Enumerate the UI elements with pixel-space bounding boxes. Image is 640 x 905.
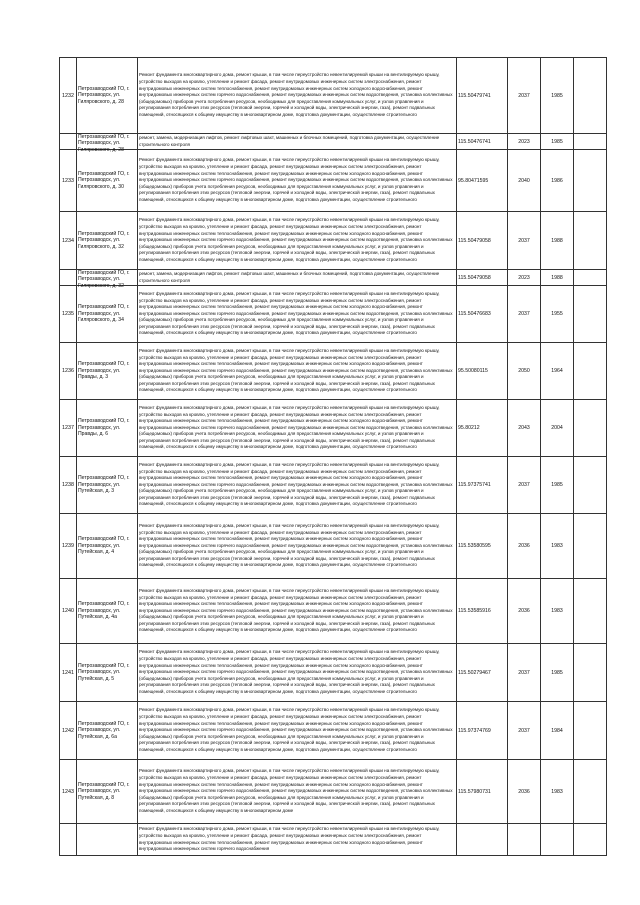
address-cell xyxy=(77,760,138,824)
build-year-cell xyxy=(541,212,574,270)
planned-year-cell-text: 2023 xyxy=(518,138,530,145)
table-row xyxy=(60,343,607,400)
planned-year-cell xyxy=(508,58,541,134)
work-description-cell-text: ремонт, замена, модернизация лифтов, ремонт лифтовых шахт, машинных и блочных помещений, подготовка документации, осуществление строительного контроля xyxy=(139,134,440,147)
build-year-cell xyxy=(541,644,574,702)
work-description-cell-text: Ремонт фундамента многоквартирного дома, ремонт крыши, в том числе переустройство невентилируемой крыши на вентилируемую крышу, устройство выходов на кровлю, утепление и ремонт фасада, ремонт внутридомовых инженерных систем электроснабжения, ремонт внутридомовых инженерных систем теплоснабжения, ремонт внутридомовых инженерных систем холодного водоснабжения, ремонт внутридомовых инженерных систем горячего водоснабжения, ремонт внутридомовых инженерных систем водоотведения, установка коллективных (общедомовых) приборов учета потребления ресурсов, необходимых для предоставления коммунальных услуг, и узлов управления и регулирования потребления этих ресурсов (тепловой энергии, горячей и холодной воды, электрической энергии, газа), ремонт подвальных помещений, относящихся к общему имуществу в многоквартирном доме, подготовка документации, осуществление строительного xyxy=(139,707,453,752)
work-description-cell-text: Ремонт фундамента многоквартирного дома, ремонт крыши, в том числе переустройство невентилируемой крыши на вентилируемую крышу, устройство выходов на кровлю, утепление и ремонт фасада, ремонт внутридомовых инженерных систем электроснабжения, ремонт внутридомовых инженерных систем теплоснабжения, ремонт внутридомовых инженерных систем холодного водоснабжения, ремонт внутридомовых инженерных систем горячего водоснабжения, ремонт внутридомовых инженерных систем водоотведения, установка коллективных (общедомовых) приборов учета потребления ресурсов, необходимых для предоставления коммунальных услуг, и узлов управления и регулирования потребления этих ресурсов (тепловой энергии, горячей и холодной воды, электрической энергии, газа), ремонт подвальных помещений, относящихся к общему имуществу в многоквартирном доме, подготовка документации, осуществление строительного xyxy=(139,290,453,336)
code-cell-text: 115.50476741 xyxy=(458,138,491,145)
code-cell-text: 115.50476683 xyxy=(458,311,491,317)
build-year-cell xyxy=(541,150,574,212)
planned-year-cell xyxy=(508,824,541,856)
build-year-cell-text: 1985 xyxy=(551,138,563,145)
code-cell xyxy=(457,270,508,286)
planned-year-cell-text: 2037 xyxy=(518,237,530,244)
code-cell-text: 115.53580595 xyxy=(458,543,491,549)
planned-year-cell xyxy=(508,514,541,579)
code-cell xyxy=(457,760,508,824)
build-year-cell xyxy=(541,824,574,856)
work-description-cell xyxy=(138,58,457,134)
planned-year-cell-text: 2037 xyxy=(518,92,530,99)
code-cell xyxy=(457,212,508,270)
repair-program-table xyxy=(59,57,607,856)
address-cell xyxy=(77,150,138,212)
planned-year-cell xyxy=(508,457,541,514)
empty-cell xyxy=(574,702,607,760)
row-number-cell xyxy=(60,58,77,134)
empty-cell xyxy=(574,514,607,579)
address-cell-text: Петрозаводский ГО, г. Петрозаводск, ул. Гиляровского, д. 28 xyxy=(78,85,130,105)
build-year-cell xyxy=(541,134,574,150)
empty-cell xyxy=(574,579,607,644)
build-year-cell xyxy=(541,514,574,579)
build-year-cell xyxy=(541,457,574,514)
address-cell xyxy=(77,644,138,702)
planned-year-cell xyxy=(508,270,541,286)
code-cell xyxy=(457,702,508,760)
build-year-cell-text: 1984 xyxy=(551,727,563,734)
address-cell xyxy=(77,134,138,153)
address-cell-text: Петрозаводский ГО, г. Петрозаводск, ул. Путейская, д. 4 xyxy=(78,536,130,556)
work-description-cell-text: Ремонт фундамента многоквартирного дома, ремонт крыши, в том числе переустройство невентилируемой крыши на вентилируемую крышу, устройство выходов на кровлю, утепление и ремонт фасада, ремонт внутридомовых инженерных систем электроснабжения, ремонт внутридомовых инженерных систем теплоснабжения, ремонт внутридомовых инженерных систем холодного водоснабжения, ремонт внутридомовых инженерных систем горячего водоснабжения, ремонт внутридомовых инженерных систем водоотведения, установка коллективных (общедомовых) приборов учета потребления ресурсов, необходимых для предоставления коммунальных услуг, и узлов управления и регулирования потребления этих ресурсов (тепловой энергии, горячей и холодной воды, электрической энергии, газа), ремонт подвальных помещений, относящихся к общему имуществу в многоквартирном доме, подготовка документации, осуществление строительного xyxy=(139,347,453,393)
row-number-cell-text: 1240 xyxy=(62,608,74,614)
empty-cell xyxy=(574,212,607,270)
address-cell-text: Петрозаводский ГО, г. Петрозаводск, ул. Правды, д. 3 xyxy=(78,361,130,381)
table-row xyxy=(60,150,607,212)
planned-year-cell-text: 2023 xyxy=(518,274,530,281)
address-cell-text: Петрозаводский ГО, г. Петрозаводск, ул. Путейская, д. 5 xyxy=(78,662,130,682)
address-cell xyxy=(77,514,138,579)
address-cell-text: Петрозаводский ГО, г. Петрозаводск, ул. Правды, д. 6 xyxy=(78,418,130,438)
build-year-cell xyxy=(541,343,574,400)
planned-year-cell-text: 2040 xyxy=(518,177,530,184)
row-number-cell-text: 1239 xyxy=(62,543,74,549)
code-cell xyxy=(457,824,508,856)
planned-year-cell-text: 2036 xyxy=(518,788,530,795)
row-number-cell-text: 1234 xyxy=(62,237,74,244)
work-description-cell-text: Ремонт фундамента многоквартирного дома, ремонт крыши, в том числе переустройство невентилируемой крыши на вентилируемую крышу, устройство выходов на кровлю, утепление и ремонт фасада, ремонт внутридомовых инженерных систем электроснабжения, ремонт внутридомовых инженерных систем теплоснабжения, ремонт внутридомовых инженерных систем холодного водоснабжения, ремонт внутридомовых инженерных систем горячего водоснабжения, ремонт внутридомовых инженерных систем водоотведения, установка коллективных (общедомовых) приборов учета потребления ресурсов, необходимых для предоставления коммунальных услуг, и узлов управления и регулирования потребления этих ресурсов (тепловой энергии, горячей и холодной воды, электрической энергии, газа), ремонт подвальных помещений, относящихся к общему имуществу в многоквартирном доме, подготовка документации, осуществление строительного xyxy=(139,587,453,633)
code-cell-text: 95.80212 xyxy=(458,425,480,431)
table-row xyxy=(60,457,607,514)
empty-cell xyxy=(574,343,607,400)
row-number-cell xyxy=(60,644,77,702)
empty-cell xyxy=(574,270,607,286)
code-cell xyxy=(457,514,508,579)
address-cell xyxy=(77,457,138,514)
work-description-cell-text: Ремонт фундамента многоквартирного дома, ремонт крыши, в том числе переустройство невентилируемой крыши на вентилируемую крышу, устройство выходов на кровлю, утепление и ремонт фасада, ремонт внутридомовых инженерных систем электроснабжения, ремонт внутридомовых инженерных систем теплоснабжения, ремонт внутридомовых инженерных систем холодного водоснабжения, ремонт внутридомовых инженерных систем горячего водоснабжения, ремонт внутридомовых инженерных систем водоотведения, установка коллективных (общедомовых) приборов учета потребления ресурсов, необходимых для предоставления коммунальных услуг, и узлов управления и регулирования потребления этих ресурсов (тепловой энергии, горячей и холодной воды, электрической энергии, газа), ремонт подвальных помещений, относящихся к общему имуществу в многоквартирном доме, подготовка документации, осуществление строительного xyxy=(139,461,453,507)
table-row xyxy=(60,400,607,457)
code-cell xyxy=(457,134,508,150)
table-row xyxy=(60,212,607,270)
build-year-cell-text: 1955 xyxy=(551,311,563,317)
table-row xyxy=(60,134,607,150)
code-cell-text: 115.97375741 xyxy=(458,482,491,488)
build-year-cell xyxy=(541,579,574,644)
code-cell xyxy=(457,400,508,457)
work-description-cell-text: Ремонт фундамента многоквартирного дома, ремонт крыши, в том числе переустройство невентилируемой крыши на вентилируемую крышу, устройство выходов на кровлю, утепление и ремонт фасада, ремонт внутридомовых инженерных систем электроснабжения, ремонт внутридомовых инженерных систем теплоснабжения, ремонт внутридомовых инженерных систем холодного водоснабжения, ремонт внутридомовых инженерных систем горячего водоснабжения, ремонт внутридомовых инженерных систем водоотведения, установка коллективных (общедомовых) приборов учета потребления ресурсов, необходимых для предоставления коммунальных услуг, и узлов управления и регулирования потребления этих ресурсов (тепловой энергии, горячей и холодной воды, электрической энергии, газа), ремонт подвальных помещений, относящихся к общему имуществу в многоквартирном доме xyxy=(139,768,453,813)
work-description-cell xyxy=(138,400,457,457)
row-number-cell-text: 1243 xyxy=(62,788,74,795)
code-cell-text: 115.50279467 xyxy=(458,669,491,676)
address-cell xyxy=(77,400,138,457)
code-cell xyxy=(457,343,508,400)
build-year-cell xyxy=(541,270,574,286)
row-number-cell xyxy=(60,286,77,343)
empty-cell xyxy=(574,760,607,824)
code-cell xyxy=(457,457,508,514)
code-cell xyxy=(457,644,508,702)
work-description-cell-text: Ремонт фундамента многоквартирного дома, ремонт крыши, в том числе переустройство невентилируемой крыши на вентилируемую крышу, устройство выходов на кровлю, утепление и ремонт фасада, ремонт внутридомовых инженерных систем электроснабжения, ремонт внутридомовых инженерных систем теплоснабжения, ремонт внутридомовых инженерных систем холодного водоснабжения, ремонт внутридомовых инженерных систем горячего водоснабжения, ремонт внутридомовых инженерных систем водоотведения, установка коллективных (общедомовых) приборов учета потребления ресурсов, необходимых для предоставления коммунальных услуг, и узлов управления и регулирования потребления этих ресурсов (тепловой энергии, горячей и холодной воды, электрической энергии, газа), ремонт подвальных помещений, относящихся к общему имуществу в многоквартирном доме, подготовка документации, осуществление строительного xyxy=(139,157,453,202)
build-year-cell-text: 1985 xyxy=(551,482,563,488)
row-number-cell xyxy=(60,270,77,286)
planned-year-cell-text: 2037 xyxy=(518,727,530,734)
address-cell xyxy=(77,343,138,400)
address-cell-text: Петрозаводский ГО, г. Петрозаводск, ул. Путейская, д. 8 xyxy=(78,781,130,801)
row-number-cell xyxy=(60,343,77,400)
row-number-cell-text: 1237 xyxy=(62,425,74,431)
table-row xyxy=(60,514,607,579)
code-cell-text: 95.50080115 xyxy=(458,368,488,374)
work-description-cell-text: Ремонт фундамента многоквартирного дома, ремонт крыши, в том числе переустройство невентилируемой крыши на вентилируемую крышу, устройство выходов на кровлю, утепление и ремонт фасада, ремонт внутридомовых инженерных систем электроснабжения, ремонт внутридомовых инженерных систем теплоснабжения, ремонт внутридомовых инженерных систем холодного водоснабжения, ремонт внутридомовых инженерных систем горячего водоснабжения, ремонт внутридомовых инженерных систем водоотведения, установка коллективных (общедомовых) приборов учета потребления ресурсов, необходимых для предоставления коммунальных услуг, и узлов управления и регулирования потребления этих ресурсов (тепловой энергии, горячей и холодной воды, электрической энергии, газа), ремонт подвальных помещений, относящихся к общему имуществу в многоквартирном доме, подготовка документации, осуществление строительного xyxy=(139,522,453,568)
table-row xyxy=(60,702,607,760)
work-description-cell xyxy=(138,702,457,760)
address-cell xyxy=(77,270,138,289)
address-cell xyxy=(77,58,138,134)
build-year-cell xyxy=(541,286,574,343)
build-year-cell-text: 1983 xyxy=(551,788,563,795)
table-row xyxy=(60,58,607,134)
row-number-cell xyxy=(60,400,77,457)
table-body xyxy=(60,58,607,856)
planned-year-cell xyxy=(508,579,541,644)
empty-cell xyxy=(574,286,607,343)
planned-year-cell xyxy=(508,286,541,343)
row-number-cell-text: 1242 xyxy=(62,727,74,734)
work-description-cell xyxy=(138,457,457,514)
address-cell xyxy=(77,579,138,644)
planned-year-cell xyxy=(508,150,541,212)
build-year-cell-text: 1985 xyxy=(551,669,563,676)
work-description-cell-text: Ремонт фундамента многоквартирного дома, ремонт крыши, в том числе переустройство невентилируемой крыши на вентилируемую крышу, устройство выходов на кровлю, утепление и ремонт фасада, ремонт внутридомовых инженерных систем электроснабжения, ремонт внутридомовых инженерных систем теплоснабжения, ремонт внутридомовых инженерных систем холодного водоснабжения, ремонт внутридомовых инженерных систем горячего водоснабжения, ремонт внутридомовых инженерных систем водоотведения, установка коллективных (общедомовых) приборов учета потребления ресурсов, необходимых для предоставления коммунальных услуг, и узлов управления и регулирования потребления этих ресурсов (тепловой энергии, горячей и холодной воды, электрической энергии, газа), ремонт подвальных помещений, относящихся к общему имуществу в многоквартирном доме, подготовка документации, осуществление строительного xyxy=(139,404,453,450)
planned-year-cell-text: 2036 xyxy=(518,543,530,549)
planned-year-cell-text: 2050 xyxy=(518,368,530,374)
address-cell xyxy=(77,702,138,760)
address-cell-text: Петрозаводский ГО, г. Петрозаводск, ул. Путейская, д. 3 xyxy=(78,475,130,495)
planned-year-cell-text: 2043 xyxy=(518,425,530,431)
row-number-cell-text: 1236 xyxy=(62,368,74,374)
row-number-cell-text: 1241 xyxy=(62,669,74,676)
row-number-cell xyxy=(60,134,77,150)
planned-year-cell xyxy=(508,760,541,824)
address-cell-text: Петрозаводский ГО, г. Петрозаводск, ул. Гиляровского, д. 28 xyxy=(78,134,130,153)
planned-year-cell-text: 2037 xyxy=(518,482,530,488)
code-cell-text: 115.50479058 xyxy=(458,274,491,281)
row-number-cell-text: 1235 xyxy=(62,311,74,317)
work-description-cell-text: Ремонт фундамента многоквартирного дома, ремонт крыши, в том числе переустройство невентилируемой крыши на вентилируемую крышу, устройство выходов на кровлю, утепление и ремонт фасада, ремонт внутридомовых инженерных систем электроснабжения, ремонт внутридомовых инженерных систем теплоснабжения, ремонт внутридомовых инженерных систем холодного водоснабжения, ремонт внутридомовых инженерных систем горячего водоснабжения, ремонт внутридомовых инженерных систем водоотведения, установка коллективных (общедомовых) приборов учета потребления ресурсов, необходимых для предоставления коммунальных услуг, и узлов управления и регулирования потребления этих ресурсов (тепловой энергии, горячей и холодной воды, электрической энергии, газа), ремонт подвальных помещений, относящихся к общему имуществу в многоквартирном доме, подготовка документации, осуществление строительного xyxy=(139,72,453,117)
document-page xyxy=(59,57,585,856)
row-number-cell xyxy=(60,212,77,270)
table-row xyxy=(60,824,607,856)
table-row xyxy=(60,579,607,644)
planned-year-cell-text: 2037 xyxy=(518,311,530,317)
build-year-cell xyxy=(541,400,574,457)
code-cell xyxy=(457,150,508,212)
build-year-cell xyxy=(541,760,574,824)
work-description-cell xyxy=(138,824,457,856)
code-cell xyxy=(457,286,508,343)
address-cell-text: Петрозаводский ГО, г. Петрозаводск, ул. Гиляровского, д. 32 xyxy=(78,230,130,250)
table-row xyxy=(60,644,607,702)
table-row xyxy=(60,270,607,286)
row-number-cell-text: 1238 xyxy=(62,482,74,488)
build-year-cell-text: 1985 xyxy=(551,92,563,99)
build-year-cell-text: 1983 xyxy=(551,543,563,549)
empty-cell xyxy=(574,58,607,134)
planned-year-cell xyxy=(508,644,541,702)
work-description-cell xyxy=(138,286,457,343)
table-row xyxy=(60,286,607,343)
empty-cell xyxy=(574,644,607,702)
build-year-cell-text: 1983 xyxy=(551,608,563,614)
work-description-cell xyxy=(138,579,457,644)
row-number-cell xyxy=(60,824,77,856)
row-number-cell-text: 1233 xyxy=(62,177,74,184)
work-description-cell xyxy=(138,134,457,150)
build-year-cell xyxy=(541,58,574,134)
row-number-cell xyxy=(60,150,77,212)
code-cell-text: 115.50479058 xyxy=(458,237,491,244)
code-cell-text: 95.80471595 xyxy=(458,177,489,184)
code-cell-text: 115.57980731 xyxy=(458,788,491,795)
table-row xyxy=(60,760,607,824)
code-cell xyxy=(457,579,508,644)
row-number-cell xyxy=(60,579,77,644)
code-cell-text: 115.53585916 xyxy=(458,608,491,614)
planned-year-cell xyxy=(508,400,541,457)
build-year-cell-text: 1964 xyxy=(551,368,563,374)
address-cell-text: Петрозаводский ГО, г. Петрозаводск, ул. Путейская, д. 6а xyxy=(78,720,130,740)
address-cell xyxy=(77,824,138,856)
code-cell-text: 115.97374769 xyxy=(458,727,491,734)
build-year-cell-text: 2004 xyxy=(551,425,563,431)
code-cell-text: 115.50479741 xyxy=(458,92,491,99)
row-number-cell xyxy=(60,457,77,514)
empty-cell xyxy=(574,134,607,150)
empty-cell xyxy=(574,457,607,514)
planned-year-cell xyxy=(508,702,541,760)
address-cell-text: Петрозаводский ГО, г. Петрозаводск, ул. Гиляровского, д. 30 xyxy=(78,170,130,190)
work-description-cell xyxy=(138,514,457,579)
empty-cell xyxy=(574,400,607,457)
code-cell xyxy=(457,58,508,134)
work-description-cell-text: ремонт, замена, модернизация лифтов, ремонт лифтовых шахт, машинных и блочных помещений, подготовка документации, осуществление строительного контроля xyxy=(139,270,440,283)
work-description-cell xyxy=(138,212,457,270)
row-number-cell-text: 1232 xyxy=(62,92,74,99)
address-cell-text: Петрозаводский ГО, г. Петрозаводск, ул. Путейская, д. 4а xyxy=(78,601,130,621)
address-cell xyxy=(77,212,138,270)
address-cell xyxy=(77,286,138,343)
work-description-cell xyxy=(138,644,457,702)
address-cell-text: Петрозаводский ГО, г. Петрозаводск, ул. Гиляровского, д. 34 xyxy=(78,304,130,324)
work-description-cell xyxy=(138,150,457,212)
empty-cell xyxy=(574,824,607,856)
work-description-cell xyxy=(138,343,457,400)
build-year-cell-text: 1988 xyxy=(551,237,563,244)
empty-cell xyxy=(574,150,607,212)
work-description-cell-text: Ремонт фундамента многоквартирного дома, ремонт крыши, в том числе переустройство невентилируемой крыши на вентилируемую крышу, устройство выходов на кровлю, утепление и ремонт фасада, ремонт внутридомовых инженерных систем электроснабжения, ремонт внутридомовых инженерных систем теплоснабжения, ремонт внутридомовых инженерных систем холодного водоснабжения, ремонт внутридомовых инженерных систем горячего водоснабжения, ремонт внутридомовых инженерных систем водоотведения, установка коллективных (общедомовых) приборов учета потребления ресурсов, необходимых для предоставления коммунальных услуг, и узлов управления и регулирования потребления этих ресурсов (тепловой энергии, горячей и холодной воды, электрической энергии, газа), ремонт подвальных помещений, относящихся к общему имуществу в многоквартирном доме, подготовка документации, осуществление строительного xyxy=(139,217,453,262)
row-number-cell xyxy=(60,514,77,579)
planned-year-cell xyxy=(508,343,541,400)
work-description-cell xyxy=(138,270,457,286)
planned-year-cell-text: 2036 xyxy=(518,608,530,614)
work-description-cell-text: Ремонт фундамента многоквартирного дома, ремонт крыши, в том числе переустройство невентилируемой крыши на вентилируемую крышу, устройство выходов на кровлю, утепление и ремонт фасада, ремонт внутридомовых инженерных систем электроснабжения, ремонт внутридомовых инженерных систем теплоснабжения, ремонт внутридомовых инженерных систем холодного водоснабжения, ремонт внутридомовых инженерных систем горячего водоснабжения, ремонт внутридомовых инженерных систем водоотведения, установка коллективных (общедомовых) приборов учета потребления ресурсов, необходимых для предоставления коммунальных услуг, и узлов управления и регулирования потребления этих ресурсов (тепловой энергии, горячей и холодной воды, электрической энергии, газа), ремонт подвальных помещений, относящихся к общему имуществу в многоквартирном доме, подготовка документации, осуществление строительного xyxy=(139,649,453,694)
build-year-cell-text: 1986 xyxy=(551,177,563,184)
work-description-cell-text: Ремонт фундамента многоквартирного дома, ремонт крыши, в том числе переустройство невентилируемой крыши на вентилируемую крышу, устройство выходов на кровлю, утепление и ремонт фасада, ремонт внутридомовых инженерных систем электроснабжения, ремонт внутридомовых инженерных систем теплоснабжения, ремонт внутридомовых инженерных систем холодного водоснабжения, ремонт внутридомовых инженерных систем горячего водоснабжения xyxy=(139,826,440,852)
planned-year-cell xyxy=(508,134,541,150)
planned-year-cell-text: 2037 xyxy=(518,669,530,676)
build-year-cell-text: 1988 xyxy=(551,274,563,281)
row-number-cell xyxy=(60,760,77,824)
row-number-cell xyxy=(60,702,77,760)
work-description-cell xyxy=(138,760,457,824)
address-cell-text: Петрозаводский ГО, г. Петрозаводск, ул. Гиляровского, д. 32 xyxy=(78,270,130,289)
planned-year-cell xyxy=(508,212,541,270)
build-year-cell xyxy=(541,702,574,760)
